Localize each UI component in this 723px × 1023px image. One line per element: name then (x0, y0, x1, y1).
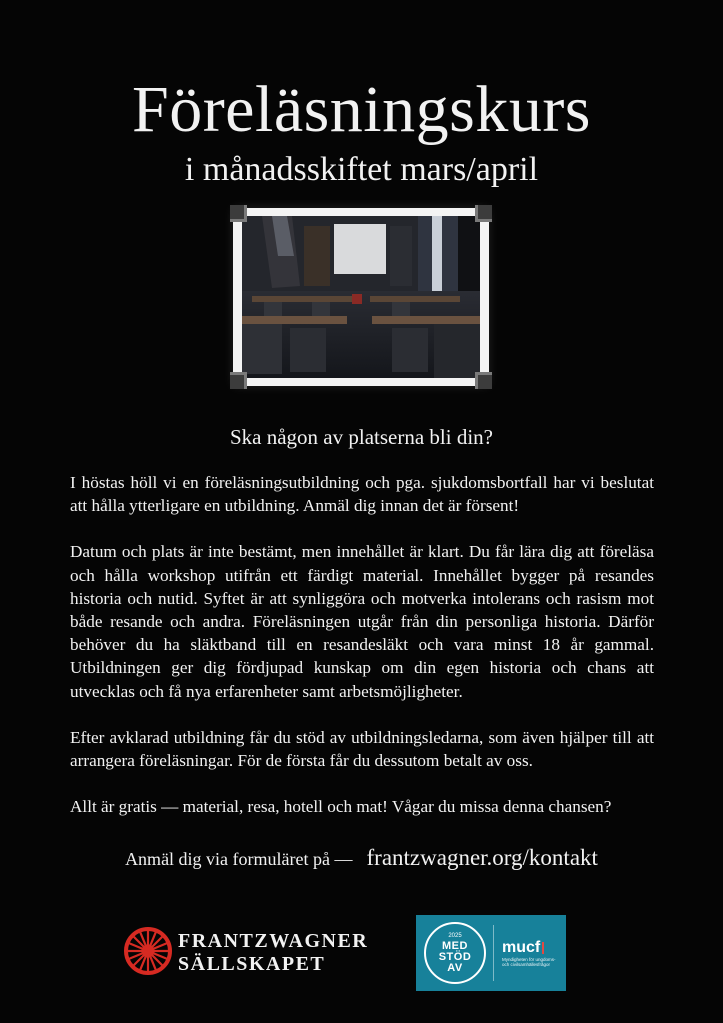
poster-subtitle: i månadsskiftet mars/april (184, 151, 539, 188)
paragraph-content: Datum och plats är inte bestämt, men innehållet är klart. Du får lära dig att föreläsa och hålla workshop utifrån ett färdigt material. Innehållet bygger på resandes historia och nutid. Syftet är att synliggöra och motverka intolerans och rasism mot både resande och andra. Föreläsningen utgår från din personliga historia. Därför behöver du ha släktband till en resandesläkt och vara minst 18 år gammal. Utbildningen ger dig fördjupad kunskap om din egen historia och chans att utvecklas och få nya erfarenheter samt arbetsmöjligheter. (70, 542, 654, 701)
signup-line (0, 845, 723, 871)
sponsor-year: 2025 (448, 932, 462, 939)
organization-name-line2: SÄLLSKAPET (178, 953, 326, 975)
brand-accent-icon (542, 942, 544, 954)
sponsor-line2: STÖD (438, 950, 472, 963)
sponsor-brand-block (502, 939, 562, 967)
poster-title: Föreläsningskurs (132, 73, 591, 146)
paragraph-free: Allt är gratis — material, resa, hotell och mat! Vågar du missa denna chansen? (70, 797, 612, 817)
photo-corner-icon (230, 372, 247, 389)
sponsor-line3: AV (447, 961, 463, 974)
sponsor-line1: MED (442, 939, 468, 952)
sponsor-badge (416, 915, 566, 991)
photo-corner-icon (475, 205, 492, 222)
signup-label: Anmäl dig via formuläret på — (125, 849, 353, 869)
paragraph-intro: I höstas höll vi en föreläsningsutbildning och pga. sjukdomsbortfall har vi beslutat att hålla ytterligare en utbildning. Anmäl dig innan det är försent! (70, 473, 654, 516)
photo-corner-icon (475, 372, 492, 389)
call-to-action-question: Ska någon av platserna bli din? (229, 425, 493, 449)
sponsor-seal (424, 922, 486, 984)
organization-name-line1: FRANTZWAGNER (178, 930, 369, 952)
paragraph-support: Efter avklarad utbildning får du stöd av utbildningsledarna, som även hjälper till att arrangera föreläsningar. För de första får du dessutom betalt av oss. (70, 727, 654, 771)
sponsor-tagline: Myndigheten för ungdoms- och civilsamhällesfrågor (502, 957, 556, 967)
red-wheel-icon (123, 926, 173, 976)
photo-corner-icon (230, 205, 247, 222)
lecture-room-image (242, 216, 480, 378)
lecture-room-photo (233, 208, 489, 386)
badge-divider (493, 925, 494, 981)
course-description (70, 471, 654, 841)
signup-link[interactable]: frantzwagner.org/kontakt (366, 845, 598, 870)
sponsor-brand: mucf (502, 939, 541, 956)
organization-name (178, 930, 368, 976)
